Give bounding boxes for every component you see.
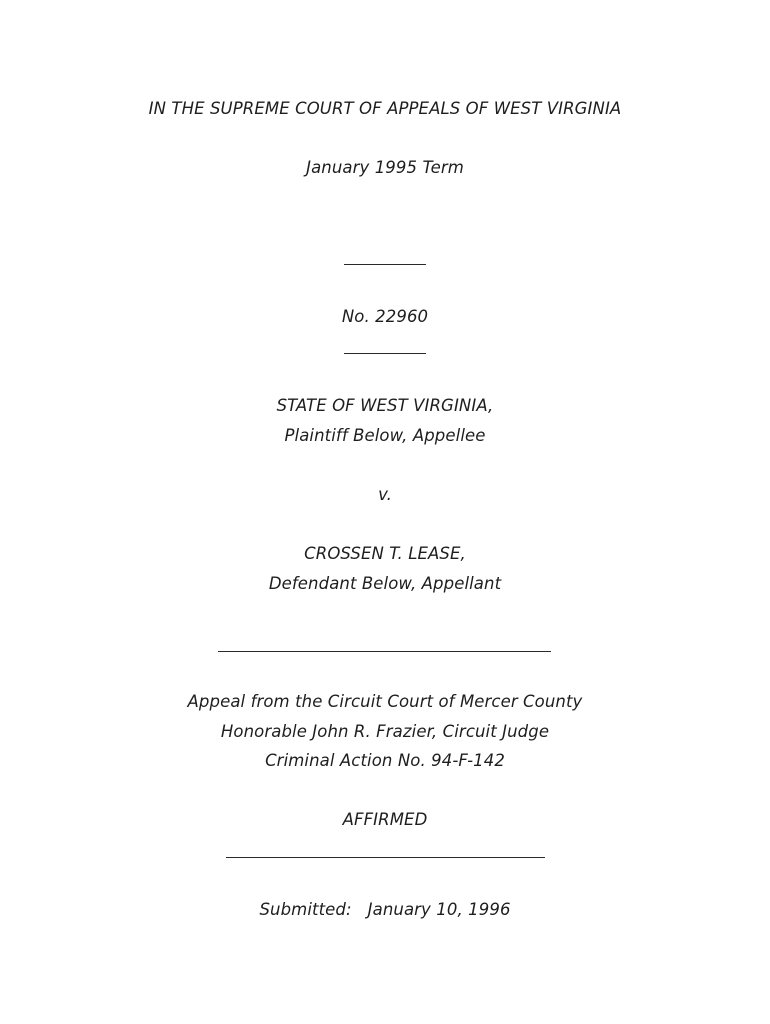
versus: v.	[378, 485, 392, 504]
presiding-judge: Honorable John R. Frazier, Circuit Judge	[220, 722, 550, 741]
court-title: IN THE SUPREME COURT OF APPEALS OF WEST VIRGINIA	[148, 99, 622, 118]
term: January 1995 Term	[306, 158, 464, 177]
case-number: No. 22960	[341, 307, 429, 326]
defendant-name: CROSSEN T. LEASE,	[304, 544, 466, 563]
appeal-from: Appeal from the Circuit Court of Mercer County	[187, 692, 583, 711]
disposition: AFFIRMED	[342, 810, 428, 829]
criminal-action: Criminal Action No. 94-F-142	[265, 751, 505, 770]
defendant-role: Defendant Below, Appellant	[268, 574, 502, 593]
plaintiff-role: Plaintiff Below, Appellee	[284, 426, 486, 445]
plaintiff-name: STATE OF WEST VIRGINIA,	[276, 396, 494, 415]
divider-long-bottom	[226, 857, 545, 858]
divider-short-bottom	[344, 353, 426, 354]
submitted-date: Submitted: January 10, 1996	[259, 900, 511, 919]
divider-short-top	[344, 264, 426, 265]
divider-long-top	[218, 651, 551, 652]
